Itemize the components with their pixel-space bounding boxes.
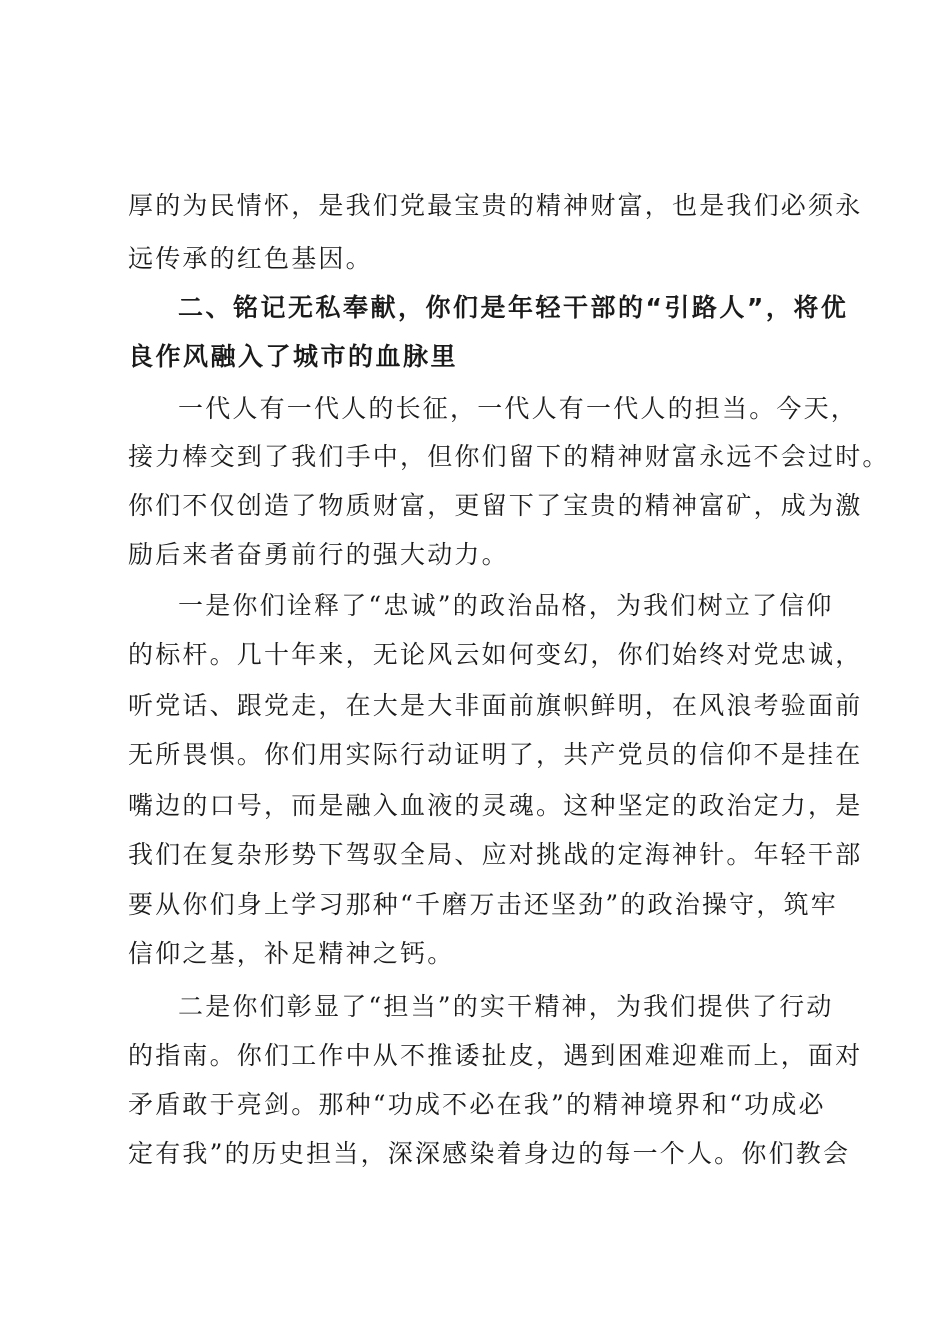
paragraph-line: 信仰之基，补足精神之钙。 [128,939,455,968]
paragraph-line: 无所畏惧。你们用实际行动证明了，共产党员的信仰不是挂在 [128,740,863,769]
paragraph-line: 一代人有一代人的长征，一代人有一代人的担当。今天， [178,394,859,423]
paragraph-line: 定有我”的历史担当，深深感染着身边的每一个人。你们教会 [128,1139,851,1168]
paragraph-line: 我们在复杂形势下驾驭全局、应对挑战的定海神针。年轻干部 [128,840,863,869]
paragraph-line: 嘴边的口号，而是融入血液的灵魂。这种坚定的政治定力，是 [128,791,863,820]
paragraph-line: 要从你们身上学习那种“千磨万击还坚劲”的政治操守，筑牢 [128,890,838,919]
paragraph-line: 的指南。你们工作中从不推诿扯皮，遇到困难迎难而上，面对 [128,1041,863,1070]
paragraph-line: 二是你们彰显了“担当”的实干精神，为我们提供了行动 [178,992,834,1021]
paragraph-line: 接力棒交到了我们手中，但你们留下的精神财富永远不会过时。 [128,442,890,471]
text-line: 厚的为民情怀，是我们党最宝贵的精神财富，也是我们必须永 [128,191,863,220]
paragraph-line: 励后来者奋勇前行的强大动力。 [128,540,509,569]
section-heading: 二、铭记无私奉献，你们是年轻干部的“引路人”，将优 [178,293,849,322]
paragraph-line: 你们不仅创造了物质财富，更留下了宝贵的精神富矿，成为激 [128,491,863,520]
paragraph-line: 听党话、跟党走，在大是大非面前旗帜鲜明，在风浪考验面前 [128,691,863,720]
paragraph-line: 的标杆。几十年来，无论风云如何变幻，你们始终对党忠诚， [128,640,863,669]
section-heading: 良作风融入了城市的血脉里 [128,342,459,371]
paragraph-line: 矛盾敢于亮剑。那种“功成不必在我”的精神境界和“功成必 [128,1090,826,1119]
text-line: 远传承的红色基因。 [128,244,373,273]
paragraph-line: 一是你们诠释了“忠诚”的政治品格，为我们树立了信仰 [178,591,834,620]
